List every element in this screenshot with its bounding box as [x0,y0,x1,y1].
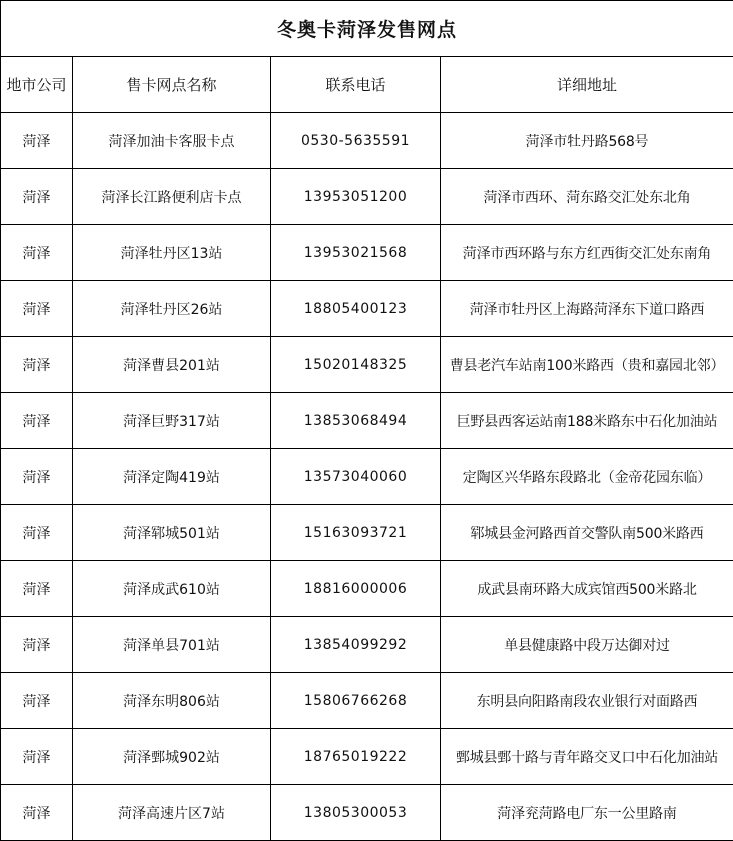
cell-city: 菏泽 [1,785,73,841]
cell-outlet-name: 菏泽鄄城902站 [73,729,271,785]
cell-outlet-name: 菏泽长江路便利店卡点 [73,169,271,225]
table-row [1,337,733,393]
title-row [1,1,733,57]
cell-address: 鄄城县鄄十路与青年路交叉口中石化加油站 [441,729,733,785]
cell-city: 菏泽 [1,449,73,505]
cell-city: 菏泽 [1,673,73,729]
cell-city: 菏泽 [1,393,73,449]
header-phone: 联系电话 [271,57,441,113]
cell-address: 巨野县西客运站南188米路东中石化加油站 [441,393,733,449]
cell-city: 菏泽 [1,337,73,393]
cell-address: 菏泽兖菏路电厂东一公里路南 [441,785,733,841]
cell-phone: 18816000006 [271,561,441,617]
cell-phone: 15020148325 [271,337,441,393]
table-title: 冬奥卡菏泽发售网点 [1,1,733,57]
header-city: 地市公司 [1,57,73,113]
cell-phone: 13854099292 [271,617,441,673]
table-row [1,393,733,449]
cell-address: 菏泽市牡丹区上海路菏泽东下道口路西 [441,281,733,337]
cell-phone: 0530-5635591 [271,113,441,169]
cell-address: 菏泽市西环路与东方红西街交汇处东南角 [441,225,733,281]
cell-city: 菏泽 [1,729,73,785]
table-row [1,169,733,225]
cell-phone: 15163093721 [271,505,441,561]
cell-city: 菏泽 [1,617,73,673]
cell-phone: 13573040060 [271,449,441,505]
cell-city: 菏泽 [1,169,73,225]
cell-outlet-name: 菏泽成武610站 [73,561,271,617]
cell-address: 定陶区兴华路东段路北（金帝花园东临） [441,449,733,505]
cell-outlet-name: 菏泽东明806站 [73,673,271,729]
cell-outlet-name: 菏泽单县701站 [73,617,271,673]
cell-address: 菏泽市西环、菏东路交汇处东北角 [441,169,733,225]
cell-city: 菏泽 [1,505,73,561]
cell-phone: 15806766268 [271,673,441,729]
table-row [1,673,733,729]
cell-address: 曹县老汽车站南100米路西（贵和嘉园北邻） [441,337,733,393]
cell-phone: 13953021568 [271,225,441,281]
cell-phone: 18805400123 [271,281,441,337]
cell-phone: 13805300053 [271,785,441,841]
cell-address: 郓城县金河路西首交警队南500米路西 [441,505,733,561]
cell-outlet-name: 菏泽高速片区7站 [73,785,271,841]
cell-city: 菏泽 [1,225,73,281]
header-address: 详细地址 [441,57,733,113]
cell-city: 菏泽 [1,281,73,337]
cell-outlet-name: 菏泽曹县201站 [73,337,271,393]
table-row [1,617,733,673]
header-outlet-name: 售卡网点名称 [73,57,271,113]
cell-outlet-name: 菏泽加油卡客服卡点 [73,113,271,169]
cell-phone: 13853068494 [271,393,441,449]
cell-outlet-name: 菏泽定陶419站 [73,449,271,505]
cell-address: 成武县南环路大成宾馆西500米路北 [441,561,733,617]
table-row [1,729,733,785]
cell-address: 单县健康路中段万达御对过 [441,617,733,673]
cell-outlet-name: 菏泽郓城501站 [73,505,271,561]
header-row [1,57,733,113]
table-row [1,449,733,505]
table-row [1,561,733,617]
cell-phone: 18765019222 [271,729,441,785]
table-row [1,785,733,841]
cell-address: 东明县向阳路南段农业银行对面路西 [441,673,733,729]
cell-city: 菏泽 [1,561,73,617]
cell-city: 菏泽 [1,113,73,169]
table-row [1,281,733,337]
cell-outlet-name: 菏泽巨野317站 [73,393,271,449]
cell-outlet-name: 菏泽牡丹区13站 [73,225,271,281]
table-row [1,505,733,561]
cell-outlet-name: 菏泽牡丹区26站 [73,281,271,337]
table-row [1,225,733,281]
cell-phone: 13953051200 [271,169,441,225]
table-row [1,113,733,169]
cell-address: 菏泽市牡丹路568号 [441,113,733,169]
